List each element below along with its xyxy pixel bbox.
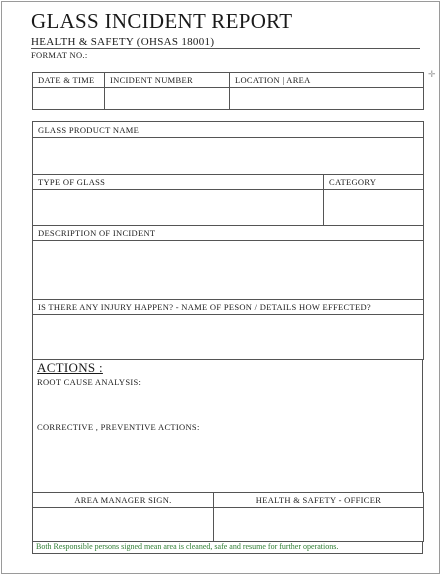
incident-details-table xyxy=(32,72,424,110)
type-of-glass-header: TYPE OF GLASS xyxy=(33,175,324,190)
product-name-field[interactable] xyxy=(33,138,424,175)
corrective-actions-label: CORRECTIVE , PREVENTIVE ACTIONS: xyxy=(37,422,200,432)
format-number-label: FORMAT NO.: xyxy=(31,50,88,60)
type-of-glass-field[interactable] xyxy=(33,190,324,226)
injury-field[interactable] xyxy=(33,315,424,360)
actions-section xyxy=(32,359,423,492)
header-divider xyxy=(31,48,420,49)
description-header: DESCRIPTION OF INCIDENT xyxy=(33,226,424,241)
date-time-header: DATE & TIME xyxy=(33,73,105,88)
actions-title: ACTIONS : xyxy=(37,360,103,375)
footer-note: Both Responsible persons signed mean area is cleaned, safe and resume for further operations. xyxy=(32,541,423,554)
page-title: GLASS INCIDENT REPORT xyxy=(31,9,293,33)
root-cause-label: ROOT CAUSE ANALYSIS: xyxy=(37,377,142,387)
hs-officer-sign-field[interactable] xyxy=(214,508,424,542)
page-subtitle: HEALTH & SAFETY (OHSAS 18001) xyxy=(31,36,215,48)
injury-header: IS THERE ANY INJURY HAPPEN? - NAME OF PESON / DETAILS HOW EFFECTED? xyxy=(33,300,424,315)
category-header: CATEGORY xyxy=(324,175,424,190)
product-name-header: GLASS PRODUCT NAME xyxy=(33,122,424,138)
date-time-field[interactable] xyxy=(33,88,105,110)
area-manager-sign-header: AREA MANAGER SIGN. xyxy=(33,493,214,508)
incident-number-field[interactable] xyxy=(105,88,230,110)
table-move-handle-icon: ✛ xyxy=(428,70,436,80)
location-area-field[interactable] xyxy=(230,88,424,110)
hs-officer-header: HEALTH & SAFETY - OFFICER xyxy=(214,493,424,508)
incident-number-header: INCIDENT NUMBER xyxy=(105,73,230,88)
location-area-header: LOCATION | AREA xyxy=(230,73,424,88)
area-manager-sign-field[interactable] xyxy=(33,508,214,542)
category-field[interactable] xyxy=(324,190,424,226)
signature-table xyxy=(32,492,424,542)
description-field[interactable] xyxy=(33,241,424,300)
incident-body-table xyxy=(32,121,424,360)
